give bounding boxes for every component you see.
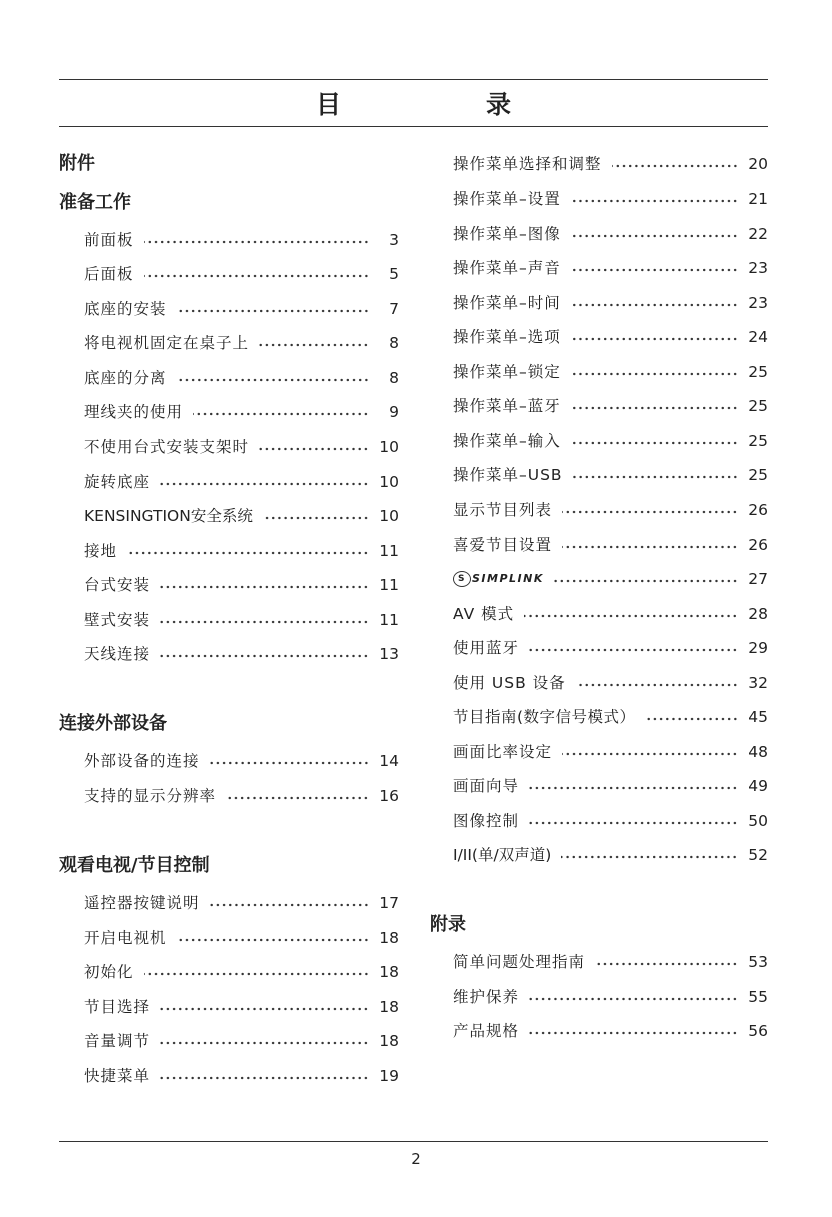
dot-leader [127,551,369,555]
toc-entry-page: 25 [748,363,768,381]
toc-entry[interactable] [84,297,399,321]
toc-entry[interactable] [453,463,768,487]
toc-entry-label: 操作菜单–锁定 [453,363,561,381]
dot-leader [210,903,369,907]
dot-leader [259,343,369,347]
toc-entry-label: 壁式安装 [84,611,151,629]
toc-entry-label: 画面比率设定 [453,743,553,761]
dot-leader [562,752,738,756]
toc-entry[interactable] [453,985,768,1009]
toc-entry-label: 喜爱节目设置 [453,536,553,554]
toc-entry[interactable] [453,152,768,176]
dot-leader [571,234,738,238]
toc-entry[interactable] [84,228,399,252]
toc-entry-page: 19 [379,1067,399,1085]
toc-entry[interactable] [84,573,399,597]
toc-entry[interactable] [84,1064,399,1088]
toc-entry-page: 17 [379,894,399,912]
section-heading-external-devices: 连接外部设备 [59,713,167,734]
dot-leader [571,303,738,307]
dot-leader [160,1041,369,1045]
dot-leader [571,337,738,341]
toc-entry-label: 底座的分离 [84,369,167,387]
toc-entry-label: 开启电视机 [84,929,167,947]
toc-entry-label: 初始化 [84,963,134,981]
toc-entry-page: 3 [389,231,399,249]
toc-entry[interactable] [84,1029,399,1053]
toc-entry-label: 前面板 [84,231,134,249]
toc-entry[interactable] [453,187,768,211]
toc-entry-page: 18 [379,998,399,1016]
toc-entry[interactable] [84,891,399,915]
toc-entry[interactable] [453,1019,768,1043]
dot-leader [177,378,369,382]
simplink-s-icon: S [453,571,471,587]
toc-entry[interactable] [84,262,399,286]
toc-entry[interactable] [84,608,399,632]
dot-leader [160,1007,369,1011]
toc-entry[interactable] [453,222,768,246]
toc-entry-label: 台式安装 [84,576,151,594]
toc-entry-label: 快捷菜单 [84,1067,151,1085]
page-number: 2 [411,1150,421,1168]
toc-entry[interactable] [84,539,399,563]
toc-entry-page: 55 [748,988,768,1006]
toc-entry[interactable] [84,331,399,355]
toc-entry[interactable] [453,429,768,453]
toc-entry-page: 18 [379,1032,399,1050]
toc-entry-page: 22 [748,225,768,243]
dot-leader [612,164,738,168]
dot-leader [524,614,738,618]
dot-leader [160,654,369,658]
toc-entry[interactable] [453,498,768,522]
toc-entry-page: 18 [379,929,399,947]
toc-entry-page: 5 [389,265,399,283]
toc-entry-label: 接地 [84,542,118,560]
toc-entry-label: 遥控器按键说明 [84,894,200,912]
toc-entry-page: 14 [379,752,399,770]
toc-entry-label: 操作菜单–输入 [453,432,561,450]
toc-entry-label: 后面板 [84,265,134,283]
dot-leader [144,972,369,976]
toc-entry-label: 底座的安装 [84,300,167,318]
dot-leader [646,717,738,721]
toc-entry-label: 节目指南(数字信号模式） [453,708,636,726]
toc-entry-label: 操作菜单–USB [453,466,563,484]
toc-entry[interactable] [453,325,768,349]
toc-entry-label: 维护保养 [453,988,520,1006]
dot-leader [177,309,369,313]
toc-entry[interactable] [84,926,399,950]
toc-entry[interactable] [84,784,399,808]
toc-entry-label: 操作菜单–设置 [453,190,561,208]
toc-entry-page: 7 [389,300,399,318]
toc-entry-page: 10 [379,507,399,525]
toc-entry-page: 21 [748,190,768,208]
toc-entry-label: 简单问题处理指南 [453,953,586,971]
toc-entry-page: 49 [748,777,768,795]
toc-entry-label: 操作菜单–时间 [453,294,561,312]
toc-entry-page: 23 [748,294,768,312]
toc-entry[interactable] [84,504,399,528]
dot-leader [571,441,738,445]
toc-entry-page: 8 [389,334,399,352]
toc-entry-page: 8 [389,369,399,387]
toc-entry-label: 产品规格 [453,1022,520,1040]
section-heading-preparation: 准备工作 [59,192,131,213]
dot-leader [595,962,738,966]
top-rule [59,79,768,80]
simplink-logo [453,567,544,591]
toc-entry-label: 操作菜单–蓝牙 [453,397,561,415]
toc-entry[interactable] [84,366,399,390]
toc-entry-page: 11 [379,542,399,560]
toc-entry-label: 不使用台式安装支架时 [84,438,250,456]
dot-leader [160,482,369,486]
dot-leader [529,648,738,652]
toc-entry-label: 画面向导 [453,777,520,795]
section-heading-accessories: 附件 [59,153,95,174]
toc-entry-page: 11 [379,576,399,594]
toc-entry-page: 18 [379,963,399,981]
toc-entry[interactable] [453,256,768,280]
dot-leader [554,579,738,583]
dot-leader [562,510,738,514]
toc-entry-page: 16 [379,787,399,805]
toc-entry[interactable] [453,602,768,626]
toc-entry-page: 25 [748,466,768,484]
toc-entry-page: 10 [379,473,399,491]
toc-entry-label: 将电视机固定在桌子上 [84,334,250,352]
toc-entry-label: KENSINGTION安全系统 [84,507,253,525]
dot-leader [160,620,369,624]
dot-leader [529,1031,738,1035]
dot-leader [210,761,369,765]
toc-entry[interactable] [453,809,768,833]
dot-leader [259,447,369,451]
title-underline [59,126,768,127]
toc-entry[interactable] [84,960,399,984]
dot-leader [144,240,369,244]
toc-entry-page: 26 [748,536,768,554]
toc-entry-label: 节目选择 [84,998,151,1016]
toc-entry-page: 13 [379,645,399,663]
toc-entry[interactable] [84,470,399,494]
toc-entry-page: 32 [748,674,768,692]
dot-leader [571,268,738,272]
section-heading-appendix: 附录 [430,914,466,935]
toc-entry[interactable] [453,533,768,557]
toc-entry[interactable] [453,843,768,867]
dot-leader [160,585,369,589]
toc-entry[interactable] [453,950,768,974]
toc-entry-page: 53 [748,953,768,971]
toc-entry[interactable] [84,435,399,459]
toc-entry-label: 操作菜单–选项 [453,328,561,346]
dot-leader [576,683,738,687]
toc-entry-page: 25 [748,432,768,450]
toc-entry[interactable] [84,642,399,666]
dot-leader [562,545,738,549]
toc-entry-page: 10 [379,438,399,456]
footer-rule [59,1141,768,1142]
toc-entry-label: I/II(单/双声道) [453,846,552,864]
toc-entry-page: 45 [748,708,768,726]
dot-leader [193,412,369,416]
toc-entry-page: 29 [748,639,768,657]
toc-entry[interactable] [453,360,768,384]
toc-entry-page: 11 [379,611,399,629]
toc-entry-label: 理线夹的使用 [84,403,184,421]
toc-entry-page: 48 [748,743,768,761]
toc-entry-label: 操作菜单–声音 [453,259,561,277]
toc-entry[interactable] [453,705,768,729]
toc-entry-page: 24 [748,328,768,346]
toc-entry[interactable] [84,400,399,424]
toc-entry[interactable] [84,995,399,1019]
dot-leader [529,786,738,790]
toc-entry-page: 26 [748,501,768,519]
dot-leader [160,1076,369,1080]
toc-entry[interactable] [453,740,768,764]
toc-entry-label: 外部设备的连接 [84,752,200,770]
dot-leader [529,997,738,1001]
toc-entry-label: 使用蓝牙 [453,639,520,657]
dot-leader [177,938,369,942]
section-heading-tv-viewing: 观看电视/节目控制 [59,855,210,876]
toc-entry-page: 27 [748,570,768,588]
dot-leader [529,821,738,825]
toc-entry-simplink[interactable] [453,567,768,591]
toc-entry-page: 50 [748,812,768,830]
dot-leader [573,475,738,479]
toc-entry[interactable] [453,671,768,695]
toc-entry-label: 操作菜单–图像 [453,225,561,243]
toc-entry[interactable] [453,291,768,315]
toc-entry[interactable] [453,774,768,798]
toc-entry[interactable] [453,394,768,418]
toc-entry-label: 使用 USB 设备 [453,674,566,692]
dot-leader [571,199,738,203]
toc-entry[interactable] [453,636,768,660]
toc-entry-label: 支持的显示分辨率 [84,787,217,805]
dot-leader [263,516,369,520]
dot-leader [561,855,738,859]
simplink-logo-text: SIMPLINK [472,572,544,585]
toc-entry-page: 20 [748,155,768,173]
toc-entry-page: 9 [389,403,399,421]
toc-entry-label: AV 模式 [453,605,515,623]
dot-leader [144,274,369,278]
toc-entry-label: 操作菜单选择和调整 [453,155,602,173]
page-title: 目 录 [315,90,571,119]
dot-leader [571,372,738,376]
toc-entry-label: 旋转底座 [84,473,151,491]
toc-entry[interactable] [84,749,399,773]
toc-entry-page: 23 [748,259,768,277]
toc-entry-label: 音量调节 [84,1032,151,1050]
toc-entry-label: 图像控制 [453,812,520,830]
toc-entry-page: 28 [748,605,768,623]
toc-entry-label: 显示节目列表 [453,501,553,519]
dot-leader [571,406,738,410]
toc-entry-page: 56 [748,1022,768,1040]
dot-leader [226,796,369,800]
toc-entry-page: 52 [748,846,768,864]
toc-entry-label: 天线连接 [84,645,151,663]
toc-entry-page: 25 [748,397,768,415]
